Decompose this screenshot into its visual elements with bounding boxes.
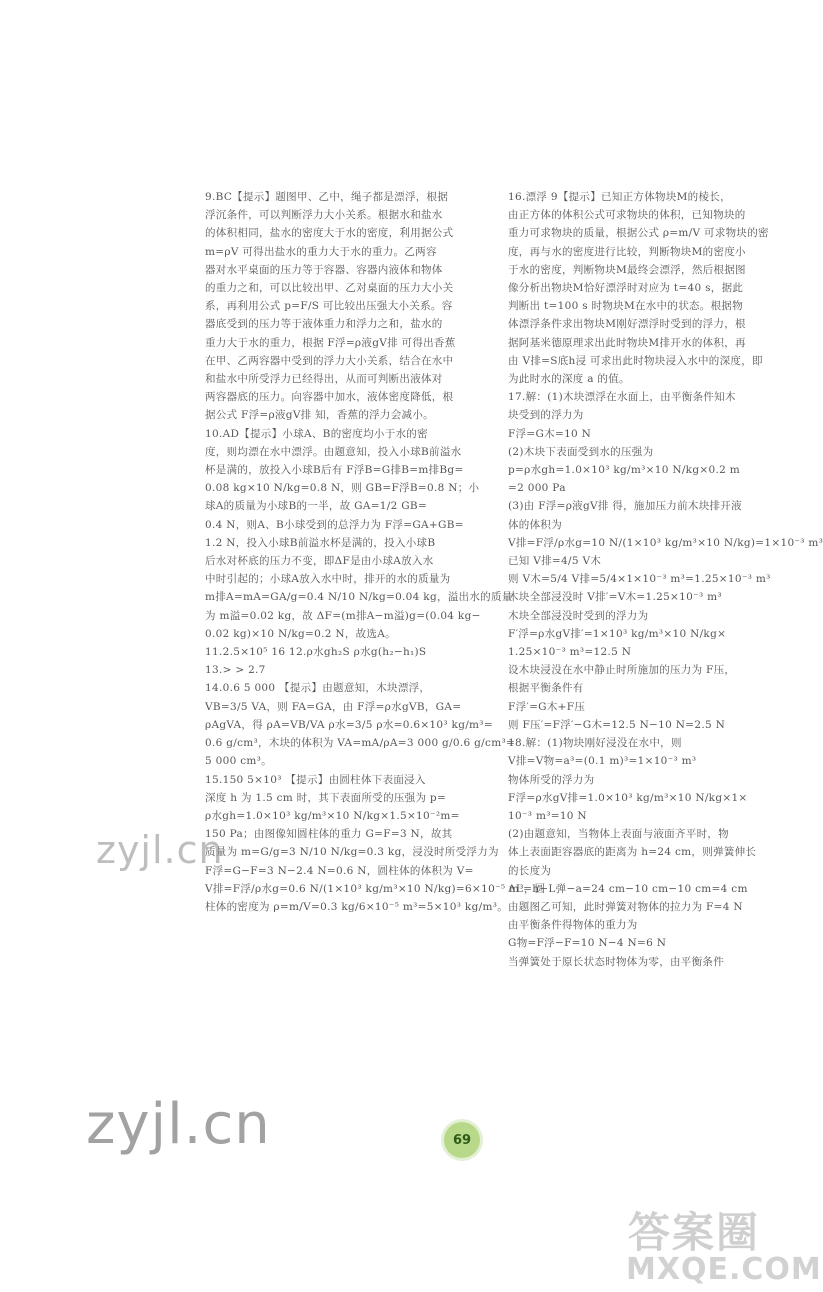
right-column-line: V排=V物=a³=(0.1 m)³=1×10⁻³ m³ [508,755,697,768]
left-column-line: 在甲、乙两容器中受到的浮力大小关系，结合在水中 [205,354,454,367]
right-column-line: ΔL=h−L弹−a=24 cm−10 cm−10 cm=4 cm [508,882,748,895]
right-column-line: 已知 V排=4/5 V木 [508,555,602,568]
right-column-line: 由 V排=S底h浸 可求出此时物块浸入水中的深度，即 [508,354,763,367]
left-column-line: 11.2.5×10⁵ 16 12.ρ水gh₂S ρ水g(h₂−h₁)S [205,646,427,659]
left-column-line: 杯是满的，放投入小球B后有 F浮B=G排B=m排Bg= [205,464,464,477]
left-column-line: 球A的质量为小球B的一半，故 GA=1/2 GB= [205,500,428,513]
right-column-line: 于水的密度，判断物块M最终会漂浮，然后根据图 [508,263,746,276]
right-column [508,188,823,971]
right-column-line: 木块全部浸没时 V排′=V木=1.25×10⁻³ m³ [508,591,722,604]
left-column-line: m=ρV 可得出盐水的重力大于水的重力。乙两容 [205,245,437,258]
right-column-line: 则 V木=5/4 V排=5/4×1×10⁻³ m³=1.25×10⁻³ m³ [508,573,771,586]
right-column-line: 体漂浮条件求出物块M刚好漂浮时受到的浮力，根 [508,318,746,331]
left-column-line: 中时引起的；小球A放入水中时，排开的水的质量为 [205,573,451,586]
right-column-line: 像分析出物块M恰好漂浮时对应为 t=40 s，据此 [508,282,744,295]
right-column-line: 根据平衡条件有 [508,682,584,695]
corner-logo-top: 答案圈 [628,1208,761,1257]
right-column-line: 块受到的浮力为 [508,409,584,422]
left-column-line: 度，则均漂在水中漂浮。由题意知，投入小球B前溢水 [205,445,462,458]
corner-logo-bottom: MXQE.COM [626,1252,822,1287]
left-column-line: 的重力之和，可以比较出甲、乙对桌面的压力大小关 [205,282,454,295]
right-column-line: 10⁻³ m³=10 N [508,809,587,822]
right-column-line: 则 F压′=F浮′−G木=12.5 N−10 N=2.5 N [508,718,726,731]
page-number: 69 [452,1132,472,1148]
right-column-line: V排=F浮/ρ水g=10 N/(1×10³ kg/m³×10 N/kg)=1×10⁻³ m³ [508,536,823,549]
right-column-line: 据阿基米德原理求出此时物块M排开水的体积，再 [508,336,746,349]
right-column-line: F浮′=G木+F压 [508,700,586,713]
page-number-badge [444,1122,480,1158]
left-column-line: 柱体的密度为 ρ=m/V=0.3 kg/6×10⁻⁵ m³=5×10³ kg/m³。 [205,900,509,913]
left-column-line: 质量为 m=G/g=3 N/10 N/kg=0.3 kg，浸没时所受浮力为 [205,846,499,859]
right-column-line: 体的体积为 [508,518,562,531]
right-column-line: 木块全部浸没时受到的浮力为 [508,609,649,622]
left-column-line: 和盐水中所受浮力已经得出，从而可判断出液体对 [205,373,443,386]
right-column-line: 1.25×10⁻³ m³=12.5 N [508,646,632,659]
right-column-line: 判断出 t=100 s 时物块M在水中的状态。根据物 [508,300,744,313]
left-column-line: 9.BC【提示】题图甲、乙中，绳子都是漂浮，根据 [205,191,449,203]
right-column-line: G物=F浮−F=10 N−4 N=6 N [508,937,667,950]
watermark-bottom: zyjl.cn [86,1092,271,1157]
left-column-line: ρ水gh=1.0×10³ kg/m³×10 N/kg×1.5×10⁻²m= [205,809,460,822]
left-column-line: 1.2 N，投入小球B前溢水杯是满的，投入小球B [205,536,436,549]
watermark-mid: zyjl.cn [96,828,224,872]
right-column-line: 体上表面距容器底的距离为 h=24 cm，则弹簧伸长 [508,846,757,859]
left-column-line: VB=3/5 VA，则 FA=GA，由 F浮=ρ水gVB，GA= [205,700,462,713]
left-column-line: 为 m溢=0.02 kg，故 ΔF=(m排A−m溢)g=(0.04 kg− [205,609,481,622]
right-column-line: 由正方体的体积公式可求物块的体积，已知物块的 [508,209,746,222]
right-column-line: F浮=ρ水gV排=1.0×10³ kg/m³×10 N/kg×1× [508,791,748,804]
right-column-line: p=ρ水gh=1.0×10³ kg/m³×10 N/kg×0.2 m [508,464,740,477]
left-column-line: 系，再利用公式 p=F/S 可比较出压强大小关系。容 [205,300,453,313]
left-column-line: 150 Pa；由图像知圆柱体的重力 G=F=3 N，故其 [205,828,453,841]
left-column-line: ρAgVA，得 ρA=VB/VA ρ水=3/5 ρ水=0.6×10³ kg/m³= [205,718,493,731]
left-column-line: 0.08 kg×10 N/kg=0.8 N，则 GB=F浮B=0.8 N；小 [205,482,480,495]
left-column-line: 据公式 F浮=ρ液gV排 知，香蕉的浮力会减小。 [205,409,434,422]
right-column-line: =2 000 Pa [508,482,566,495]
left-column-line: m排A=mA=GA/g=0.4 N/10 N/kg=0.04 kg，溢出水的质量 [205,591,513,604]
left-column-line: 13.> > 2.7 [205,664,266,677]
left-column-line: V排=F浮/ρ水g=0.6 N/(1×10³ kg/m³×10 N/kg)=6×10⁻⁵ m³，圆 [205,882,546,895]
right-column-line: 物体所受的浮力为 [508,773,595,786]
right-column-line: 18.解：(1)物块刚好浸没在水中，则 [508,737,682,750]
right-column-line: (3)由 F浮=ρ液gV排 得，施加压力前木块排开液 [508,500,742,513]
left-column-line: 深度 h 为 1.5 cm 时，其下表面所受的压强为 p= [205,791,447,804]
right-column-line: F′浮=ρ水gV排′=1×10³ kg/m³×10 N/kg× [508,627,727,640]
right-column-line: (2)木块下表面受到水的压强为 [508,445,654,458]
right-column-line: 为此时水的深度 a 的值。 [508,373,630,386]
left-column-line: 后水对杯底的压力不变，即ΔF是由小球A放入水 [205,555,434,568]
right-column-line: 重力可求物块的质量，根据公式 ρ=m/V 可求物块的密 [508,227,769,240]
right-column-line: (2)由题意知，当物体上表面与液面齐平时，物 [508,828,729,841]
left-column-line: 的体积相同，盐水的密度大于水的密度，利用据公式 [205,227,454,240]
left-column-line: 器对水平桌面的压力等于容器、容器内液体和物体 [205,263,443,276]
left-column-line: 两容器底的压力。向容器中加水，液体密度降低，根 [205,391,454,404]
left-column-line: F浮=G−F=3 N−2.4 N=0.6 N，圆柱体的体积为 V= [205,864,474,877]
right-column-line: 17.解：(1)木块漂浮在水面上，由平衡条件知木 [508,391,736,404]
left-column-line: 0.02 kg)×10 N/kg=0.2 N，故选A。 [205,627,396,640]
right-column-line: 16.漂浮 9【提示】已知正方体物块M的棱长， [508,191,731,203]
right-column-line: 的长度为 [508,864,552,877]
right-column-line: 设木块浸没在水中静止时所施加的压力为 F压， [508,664,736,677]
left-column-line: 0.6 g/cm³，木块的体积为 VA=mA/ρA=3 000 g/0.6 g/cm³= [205,737,516,750]
right-column-line: 由题图乙可知，此时弹簧对物体的拉力为 F=4 N [508,900,743,913]
right-column-line: 由平衡条件得物体的重力为 [508,919,638,932]
left-column-line: 重力大于水的重力，根据 F浮=ρ液gV排 可得出香蕉 [205,336,456,349]
right-column-line: F浮=G木=10 N [508,427,592,440]
left-column-line: 器底受到的压力等于液体重力和浮力之和，盐水的 [205,318,443,331]
left-column-line: 15.150 5×10³ 【提示】由圆柱体下表面浸入 [205,773,426,786]
right-column-line: 度，再与水的密度进行比较，判断物块M的密度小 [508,245,746,258]
left-column-line: 14.0.6 5 000 【提示】由题意知，木块漂浮， [205,682,431,695]
right-column-line: 当弹簧处于原长状态时物体为零，由平衡条件 [508,955,724,968]
left-column-line: 10.AD【提示】小球A、B的密度均小于水的密 [205,427,428,440]
left-column-line: 0.4 N，则A、B小球受到的总浮力为 F浮=GA+GB= [205,518,464,531]
left-column-line: 浮沉条件，可以判断浮力大小关系。根据水和盐水 [205,209,443,222]
left-column-line: 5 000 cm³。 [205,755,272,768]
